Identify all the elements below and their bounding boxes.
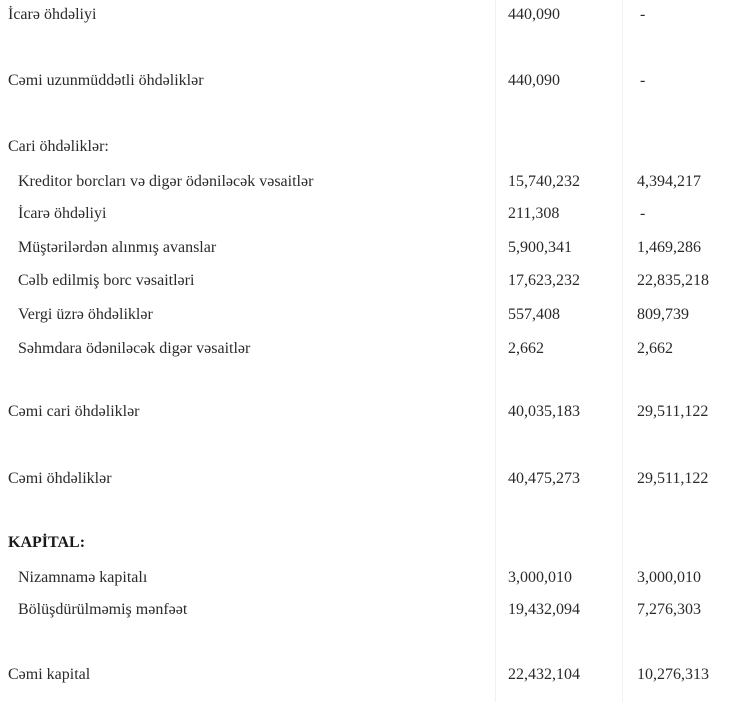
prior-year-value: - xyxy=(640,6,646,23)
prior-year-value: 10,276,313 xyxy=(637,666,709,683)
row-total-liabilities xyxy=(0,468,739,490)
prior-year-value: 29,511,122 xyxy=(637,403,709,420)
current-year-value: 40,475,273 xyxy=(508,470,580,487)
row-current-liabilities-heading xyxy=(0,136,739,158)
prior-year-value: 22,835,218 xyxy=(637,272,709,289)
prior-year-value: 2,662 xyxy=(637,340,673,357)
row-equity-heading xyxy=(0,532,739,554)
current-year-value: 17,623,232 xyxy=(508,272,580,289)
row-share-capital xyxy=(0,567,739,589)
row-label: Cəmi cari öhdəliklər xyxy=(8,403,140,420)
prior-year-value: - xyxy=(640,205,646,222)
row-lease-liability-long-term xyxy=(0,4,739,26)
current-year-value: 440,090 xyxy=(508,6,560,23)
row-label: Cəmi öhdəliklər xyxy=(8,470,112,487)
row-label: İcarə öhdəliyi xyxy=(8,6,97,23)
row-other-payables-to-shareholder xyxy=(0,338,739,360)
row-label: Cəmi uzunmüddətli öhdəliklər xyxy=(8,72,204,89)
prior-year-value: 809,739 xyxy=(637,306,689,323)
row-label: Bölüşdürülməmiş mənfəət xyxy=(18,601,188,618)
current-year-value: 15,740,232 xyxy=(508,173,580,190)
row-trade-payables xyxy=(0,171,739,193)
row-tax-liabilities xyxy=(0,304,739,326)
current-year-value: 557,408 xyxy=(508,306,560,323)
current-year-value: 3,000,010 xyxy=(508,569,572,586)
current-year-value: 2,662 xyxy=(508,340,544,357)
current-year-value: 5,900,341 xyxy=(508,239,572,256)
row-lease-liability-current xyxy=(0,203,739,225)
row-label: Kreditor borcları və digər ödəniləcək vəsaitlər xyxy=(18,173,314,190)
row-customer-advances xyxy=(0,237,739,259)
prior-year-value: 1,469,286 xyxy=(637,239,701,256)
row-label: Vergi üzrə öhdəliklər xyxy=(18,306,153,323)
section-heading: Cari öhdəliklər: xyxy=(8,138,109,155)
current-year-value: 211,308 xyxy=(508,205,560,222)
row-borrowings xyxy=(0,270,739,292)
prior-year-value: 4,394,217 xyxy=(637,173,701,190)
prior-year-value: 7,276,303 xyxy=(637,601,701,618)
section-heading: KAPİTAL: xyxy=(8,534,86,551)
row-label: Müştərilərdən alınmış avanslar xyxy=(18,239,217,256)
row-label: Nizamnamə kapitalı xyxy=(18,569,148,586)
prior-year-value: 3,000,010 xyxy=(637,569,701,586)
prior-year-value: - xyxy=(640,72,646,89)
prior-year-value: 29,511,122 xyxy=(637,470,709,487)
row-total-current-liabilities xyxy=(0,401,739,423)
row-total-equity xyxy=(0,664,739,686)
current-year-value: 40,035,183 xyxy=(508,403,580,420)
row-label: Cəlb edilmiş borc vəsaitləri xyxy=(18,272,195,289)
current-year-value: 22,432,104 xyxy=(508,666,580,683)
current-year-value: 19,432,094 xyxy=(508,601,580,618)
row-retained-earnings xyxy=(0,599,739,621)
row-label: Cəmi kapital xyxy=(8,666,91,683)
current-year-value: 440,090 xyxy=(508,72,560,89)
row-total-long-term-liabilities xyxy=(0,70,739,92)
row-label: Səhmdara ödəniləcək digər vəsaitlər xyxy=(18,340,251,357)
row-label: İcarə öhdəliyi xyxy=(18,205,107,222)
